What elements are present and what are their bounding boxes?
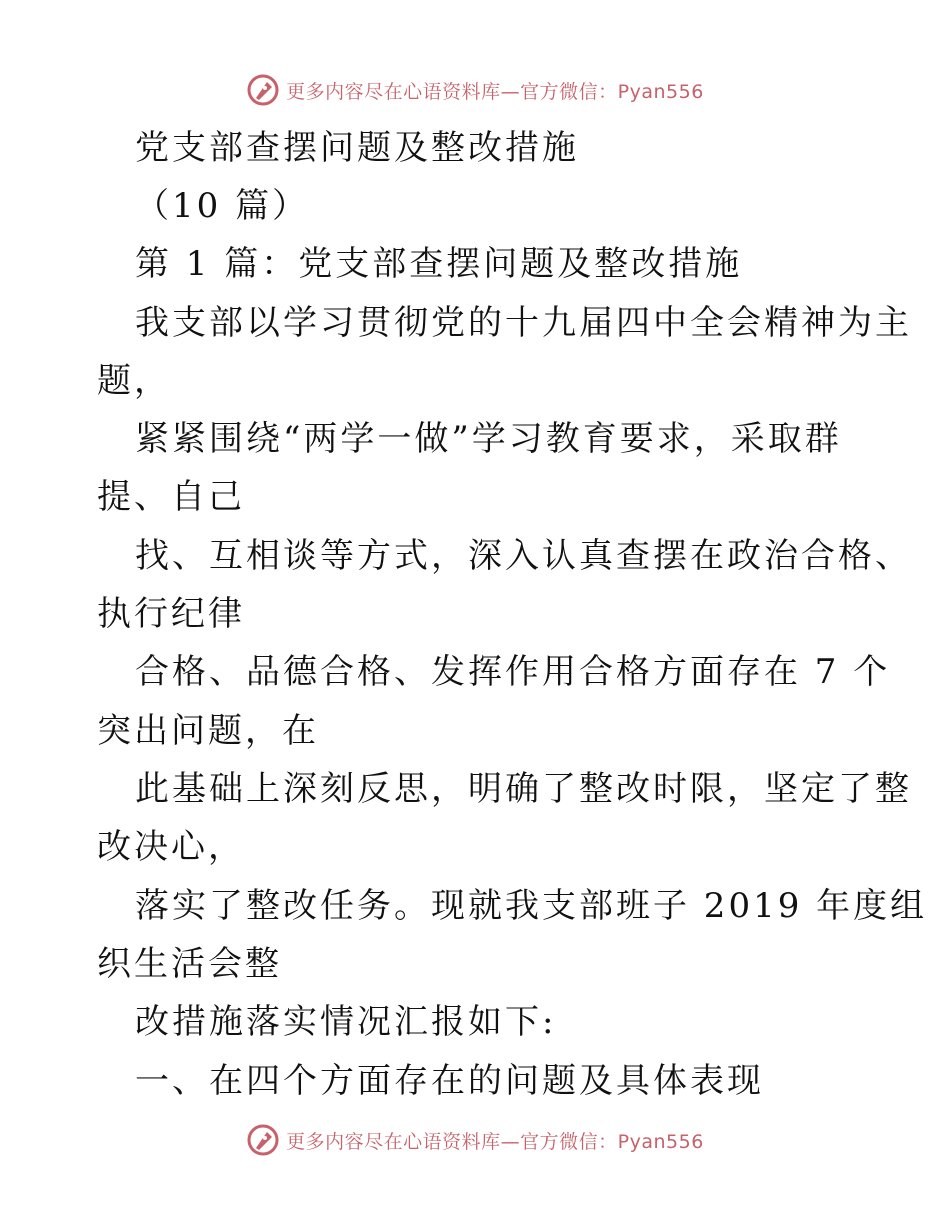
footer-watermark-text: 更多内容尽在心语资料库—官方微信：Pyan556 <box>286 1130 704 1153</box>
paragraph-line: 突出问题，在 <box>97 711 319 751</box>
paragraph-line: 改决心， <box>97 827 245 867</box>
pen-nib-circle-icon <box>246 1123 280 1157</box>
header-watermark-text: 更多内容尽在心语资料库—官方微信：Pyan556 <box>286 80 704 103</box>
subsection-heading: 一、在四个方面存在的问题及具体表现 <box>135 1061 764 1101</box>
paragraph-line: 落实了整改任务。现就我支部班子 2019 年度组 <box>135 886 928 926</box>
paragraph-line: 改措施落实情况汇报如下: <box>135 1002 557 1042</box>
paragraph-line: 此基础上深刻反思，明确了整改时限，坚定了整 <box>135 769 912 809</box>
paragraph-line: 我支部以学习贯彻党的十九届四中全会精神为主 <box>135 303 912 343</box>
document-subtitle: （10 篇） <box>135 186 310 226</box>
footer-watermark-inner <box>246 1123 704 1157</box>
paragraph-line: 找、互相谈等方式，深入认真查摆在政治合格、 <box>135 536 912 576</box>
document-title: 党支部查摆问题及整改措施 <box>135 128 579 168</box>
section-heading: 第 1 篇：党支部查摆问题及整改措施 <box>135 244 743 284</box>
paragraph-line: 紧紧围绕“两学一做”学习教育要求，采取群 <box>135 419 842 459</box>
footer-watermark <box>0 1120 950 1160</box>
paragraph-line: 执行纪律 <box>97 594 245 634</box>
paragraph-line: 提、自己 <box>97 477 245 517</box>
paragraph-line: 织生活会整 <box>97 944 282 984</box>
paragraph-line: 合格、品德合格、发挥作用合格方面存在 7 个 <box>135 652 891 692</box>
paragraph-line: 题， <box>97 361 171 401</box>
